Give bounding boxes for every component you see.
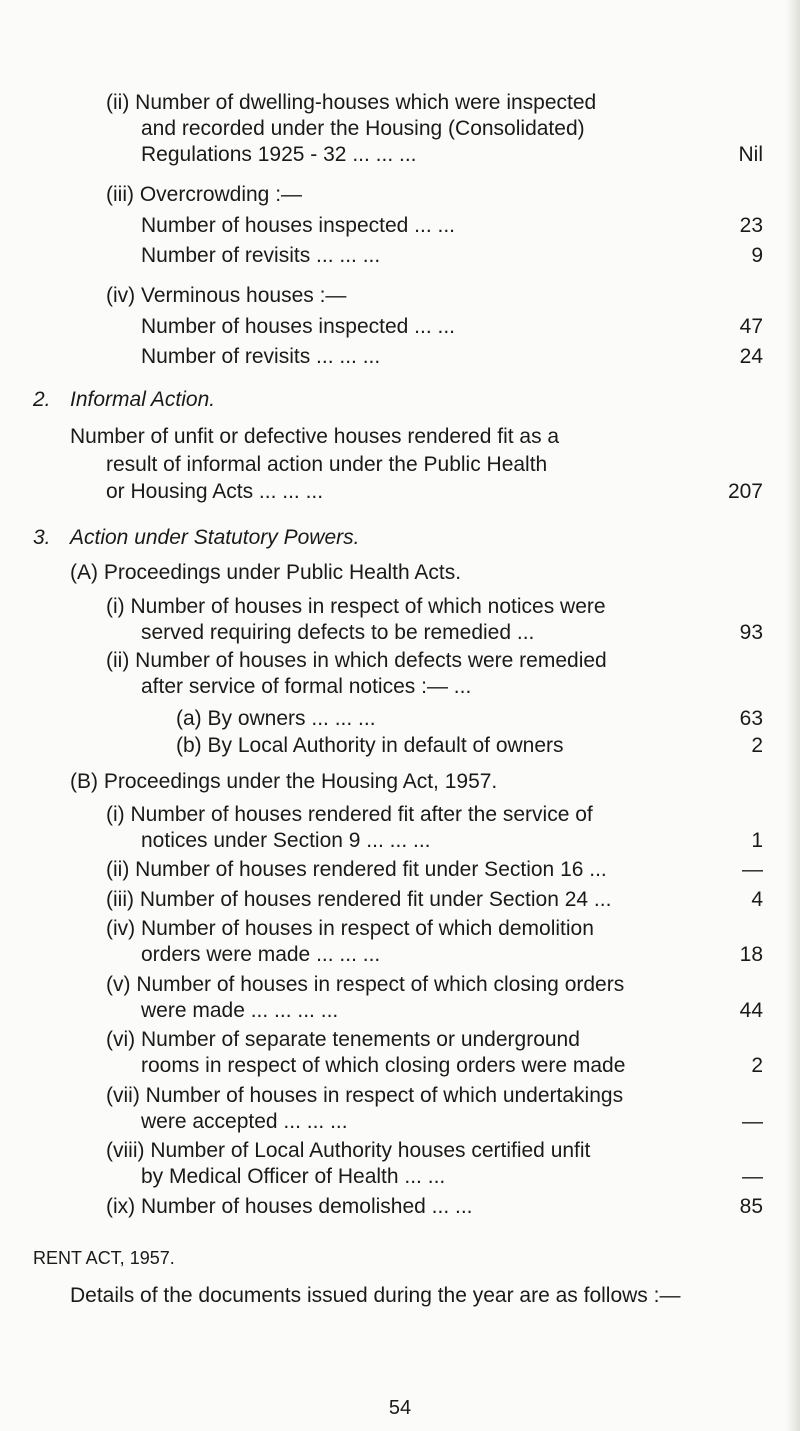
ha-item-value: 18: [739, 943, 763, 966]
ha-item-line-1: (i) Number of houses rendered fit after the service of: [106, 803, 593, 826]
ha-item-line-2: rooms in respect of which closing orders were made: [141, 1054, 626, 1077]
verminous-revisits-value: 24: [739, 345, 763, 368]
ha-item-line-2: were made ... ... ... ...: [141, 999, 339, 1022]
ha-item-value: —: [742, 1110, 763, 1133]
ha-item-line-2: notices under Section 9 ... ... ...: [141, 829, 431, 852]
ph-ii-a-label: (a) By owners ... ... ...: [176, 707, 376, 730]
housing-regs-line-1: (ii) Number of dwelling-houses which were inspected: [106, 91, 597, 114]
ha-item-value: 4: [751, 888, 763, 911]
informal-number: 2.: [33, 388, 51, 411]
informal-line-3: or Housing Acts ... ... ...: [106, 480, 324, 503]
informal-line-2: result of informal action under the Public Health: [106, 453, 548, 476]
overcrowding-revisits-value: 9: [751, 244, 763, 267]
ph-ii-line-2: after service of formal notices :— ...: [141, 675, 472, 698]
verminous-revisits-label: Number of revisits ... ... ...: [141, 345, 381, 368]
ha-item-line-1: (iv) Number of houses in respect of which demolition: [106, 917, 594, 940]
verminous-heading: (iv) Verminous houses :—: [106, 284, 347, 307]
ha-item-value: 44: [739, 999, 763, 1022]
public-health-heading: (A) Proceedings under Public Health Acts.: [70, 561, 462, 584]
overcrowding-revisits-label: Number of revisits ... ... ...: [141, 244, 381, 267]
housing-regs-line-3: Regulations 1925 - 32 ... ... ...: [141, 143, 417, 166]
ha-item-line-2: by Medical Officer of Health ... ...: [141, 1165, 446, 1188]
ha-item-value: —: [742, 1165, 763, 1188]
ha-item-line-1: (iii) Number of houses rendered fit under Section 24 ...: [106, 888, 612, 911]
ph-ii-b-value: 2: [751, 734, 763, 757]
ph-ii-line-1: (ii) Number of houses in which defects were remedied: [106, 649, 607, 672]
informal-title: Informal Action.: [70, 388, 216, 411]
ha-item-line-2: were accepted ... ... ...: [141, 1110, 348, 1133]
overcrowding-inspected-value: 23: [739, 214, 763, 237]
informal-value: 207: [727, 480, 763, 503]
ha-item-line-1: (ix) Number of houses demolished ... ...: [106, 1195, 473, 1218]
overcrowding-inspected-label: Number of houses inspected ... ...: [141, 214, 455, 237]
ph-i-value: 93: [739, 621, 763, 644]
ha-item-line-1: (v) Number of houses in respect of which closing orders: [106, 973, 625, 996]
statutory-title: Action under Statutory Powers.: [70, 526, 360, 549]
ph-i-line-1: (i) Number of houses in respect of which notices were: [106, 595, 606, 618]
overcrowding-heading: (iii) Overcrowding :—: [106, 183, 303, 206]
page-edge-shadow: [786, 0, 800, 1431]
ph-i-line-2: served requiring defects to be remedied ...: [141, 621, 535, 644]
rent-act-heading: RENT ACT, 1957.: [33, 1248, 175, 1268]
verminous-inspected-label: Number of houses inspected ... ...: [141, 315, 455, 338]
ha-item-value: 2: [751, 1054, 763, 1077]
ha-item-value: 1: [751, 829, 763, 852]
ha-item-line-2: orders were made ... ... ...: [141, 943, 381, 966]
ha-item-line-1: (viii) Number of Local Authority houses certified unfit: [106, 1139, 591, 1162]
rent-act-intro: Details of the documents issued during the year are as follows :—: [70, 1284, 681, 1307]
housing-regs-line-2: and recorded under the Housing (Consolidated): [141, 117, 585, 140]
housing-regs-value: Nil: [738, 143, 763, 166]
page-number: 54: [388, 1397, 412, 1419]
ha-item-line-1: (vi) Number of separate tenements or underground: [106, 1028, 580, 1051]
ha-item-line-1: (ii) Number of houses rendered fit under Section 16 ...: [106, 858, 607, 881]
ph-ii-a-value: 63: [739, 707, 763, 730]
housing-act-heading: (B) Proceedings under the Housing Act, 1957.: [70, 770, 498, 793]
informal-line-1: Number of unfit or defective houses rendered fit as a: [70, 425, 560, 448]
verminous-inspected-value: 47: [739, 315, 763, 338]
ha-item-value: —: [742, 858, 763, 881]
statutory-number: 3.: [33, 526, 51, 549]
ha-item-value: 85: [739, 1195, 763, 1218]
ha-item-line-1: (vii) Number of houses in respect of which undertakings: [106, 1084, 624, 1107]
ph-ii-b-label: (b) By Local Authority in default of owners: [176, 734, 564, 757]
